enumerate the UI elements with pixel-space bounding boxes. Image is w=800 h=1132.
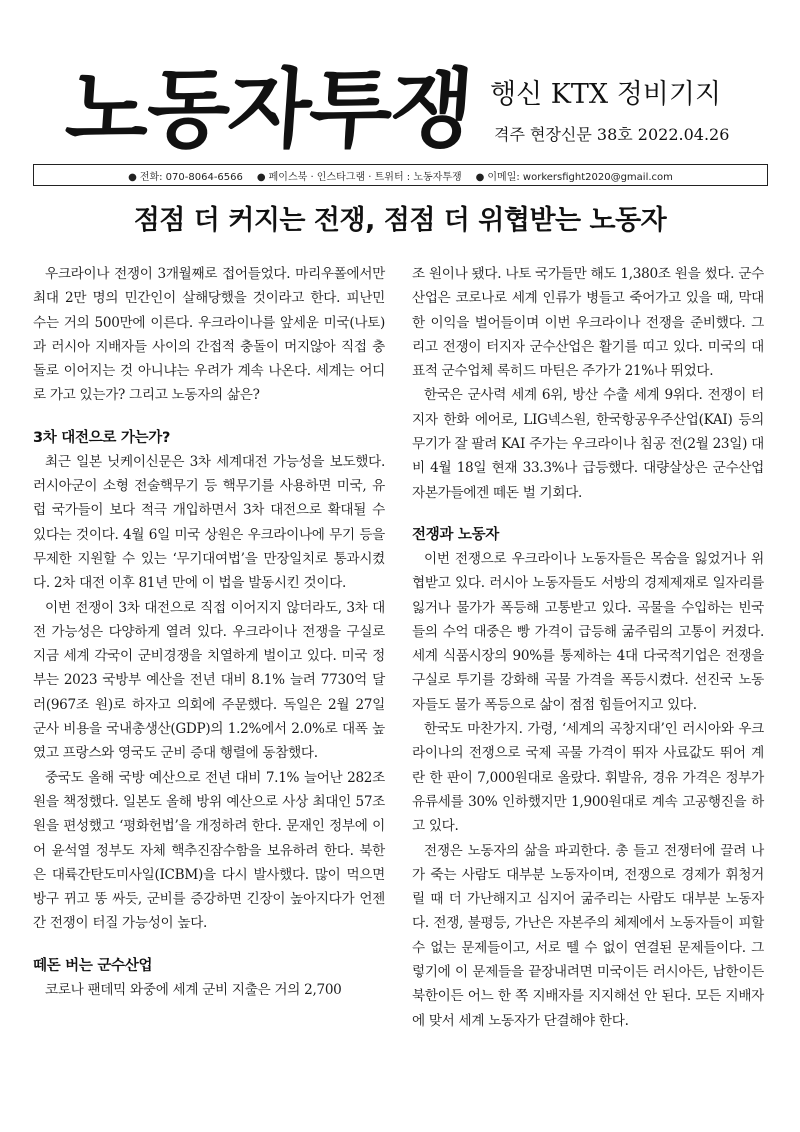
section-heading: 전쟁과 노동자: [412, 526, 499, 543]
bullet-icon: ●: [128, 171, 137, 183]
section-heading: 3차 대전으로 가는가?: [33, 429, 171, 446]
email-text: 이메일: workersfight2020@gmail.com: [487, 171, 673, 183]
bullet-icon: ●: [475, 171, 485, 183]
contact-sns: [257, 168, 462, 183]
spacer: [33, 936, 385, 954]
section-heading: 떼돈 버는 군수산업: [33, 957, 153, 974]
newspaper-logo: 노동자투쟁: [62, 60, 475, 160]
paragraph: 코로나 팬데믹 와중에 세계 군비 지출은 거의 2,700: [45, 981, 342, 998]
paragraph: 중국도 올해 국방 예산으로 전년 대비 7.1% 늘어난 282조 원을 책정했다. 일본도 올해 방위 예산으로 사상 최대인 57조 원을 편성했고 ‘평화헌법’을 개정하려 한다. 문재인 정부에 이어 윤석열 정부도 자체 핵추진잠수함을 보유하려 한다. 북한은 대륙간탄도미사일(ICBM)을 다시 발사했다. 많이 먹으면 방구 뀌고 똥 싸듯, 군비를 증강하면 긴장이 높아지다가 언젠간 전쟁이 터질 가능성이 높다.: [33, 769, 385, 932]
article-column-right: [412, 262, 764, 1033]
bullet-icon: ●: [256, 171, 266, 183]
paragraph: 우크라이나 전쟁이 3개월째로 접어들었다. 마리우폴에서만 최대 2만 명의 민간인이 살해당했을 것이라고 한다. 피난민 수는 거의 500만에 이른다. 우크라이나를 앞세운 미국(나토)과 러시아 지배자들 사이의 간접적 충돌이 머지않아 직접 충돌로 이어지는 것 아니냐는 우려가 계속 나온다. 세계는 어디로 가고 있는가? 그리고 노동자의 삶은?: [33, 266, 385, 404]
paragraph: 전쟁은 노동자의 삶을 파괴한다. 총 들고 전쟁터에 끌려 나가 죽는 사람도 대부분 노동자이며, 전쟁으로 경제가 휘청거릴 때 더 가난해지고 심지어 굶주리는 사람도 대부분 노동자다. 전쟁, 불평등, 가난은 자본주의 체제에서 노동자들이 피할 수 없는 문제들이고, 서로 뗄 수 없이 연결된 문제들이다. 그렇기에 이 문제들을 끝장내려면 미국이든 러시아든, 남한이든 북한이든 어느 한 쪽 지배자를 지지해선 안 된다. 모든 지배자에 맞서 세계 노동자가 단결해야 한다.: [412, 842, 764, 1029]
paragraph: 최근 일본 닛케이신문은 3차 세계대전 가능성을 보도했다. 러시아군이 소형 전술핵무기 등 핵무기를 사용하면 미국, 유럽 국가들이 보다 적극 개입하면서 3차 대전으로 확대될 수 있다는 것이다. 4월 6일 미국 상원은 우크라이나에 무기 등을 무제한 지원할 수 있는 ‘무기대여법’을 만장일치로 통과시켰다. 2차 대전 이후 81년 만에 이 법을 발동시킨 것이다.: [33, 453, 385, 592]
paragraph: 조 원이나 됐다. 나토 국가들만 해도 1,380조 원을 썼다. 군수산업은 코로나로 세계 인류가 병들고 죽어가고 있을 때, 막대한 이익을 벌어들이며 이번 우크라이나 전쟁을 준비했다. 그리고 전쟁이 터지자 군수산업은 활기를 띠고 있다. 미국의 대표적 군수업체 록히드 마틴은 주가가 21%나 뛰었다.: [412, 266, 764, 380]
phone-text: 전화: 070-8064-6566: [139, 171, 243, 183]
article-headline: 점점 더 커지는 전쟁, 점점 더 위협받는 노동자: [133, 205, 667, 236]
issue-info: 격주 현장신문 38호 2022.04.26: [494, 125, 730, 144]
contact-phone: [128, 168, 243, 183]
paragraph: 이번 전쟁이 3차 대전으로 직접 이어지지 않더라도, 3차 대전 가능성은 다양하게 열려 있다. 우크라이나 전쟁을 구실로 지금 세계 각국이 군비경쟁을 치열하게 벌이고 있다. 미국 정부는 2023 국방부 예산을 전년 대비 8.1% 늘려 7730억 달러(967조 원)로 하자고 의회에 주문했다. 독일은 2월 27일 군사 비용을 국내총생산(GDP)의 1.2%에서 2.0%로 대폭 높였고 프랑스와 영국도 군비 증대 행렬에 동참했다.: [33, 599, 385, 762]
paragraph: 한국도 마찬가지. 가령, ‘세계의 곡창지대’인 러시아와 우크라이나의 전쟁으로 국제 곡물 가격이 뛰자 사료값도 뛰어 계란 한 판이 7,000원대로 올랐다. 휘발유, 경유 가격은 정부가 유류세를 30% 인하했지만 1,900원대로 계속 고공행진을 하고 있다.: [412, 721, 764, 835]
paragraph: 이번 전쟁으로 우크라이나 노동자들은 목숨을 잃었거나 위협받고 있다. 러시아 노동자들도 서방의 경제제재로 일자리를 잃거나 물가가 폭등해 고통받고 있다. 곡물을 수입하는 빈국들의 수억 대중은 빵 가격이 급등해 굶주림의 고통이 커졌다. 세계 식품시장의 90%를 통제하는 4대 다국적기업은 전쟁을 구실로 투기를 강화해 곡물 가격을 폭등시켰다. 선진국 노동자들도 물가 폭등으로 삶이 점점 힘들어지고 있다.: [412, 550, 764, 713]
edition-title: 행신 KTX 정비기지: [490, 79, 722, 110]
sns-text: 페이스북 · 인스타그램 · 트위터 : 노동자투쟁: [268, 171, 462, 183]
contact-bar: [33, 164, 768, 186]
paragraph: 한국은 군사력 세계 6위, 방산 수출 세계 9위다. 전쟁이 터지자 한화 에어로, LIG넥스원, 한국항공우주산업(KAI) 등의 무기가 잘 팔려 KAI 주가는 우크라이나 침공 전(2월 23일) 대비 4월 18일 현재 33.3%나 급등했다. 대량살상은 군수산업 자본가들에겐 떼돈 벌 기회다.: [412, 387, 764, 501]
spacer: [33, 408, 385, 426]
masthead: [0, 0, 800, 165]
spacer: [412, 505, 764, 523]
contact-email: [476, 168, 673, 183]
article-column-left: [33, 262, 385, 1002]
